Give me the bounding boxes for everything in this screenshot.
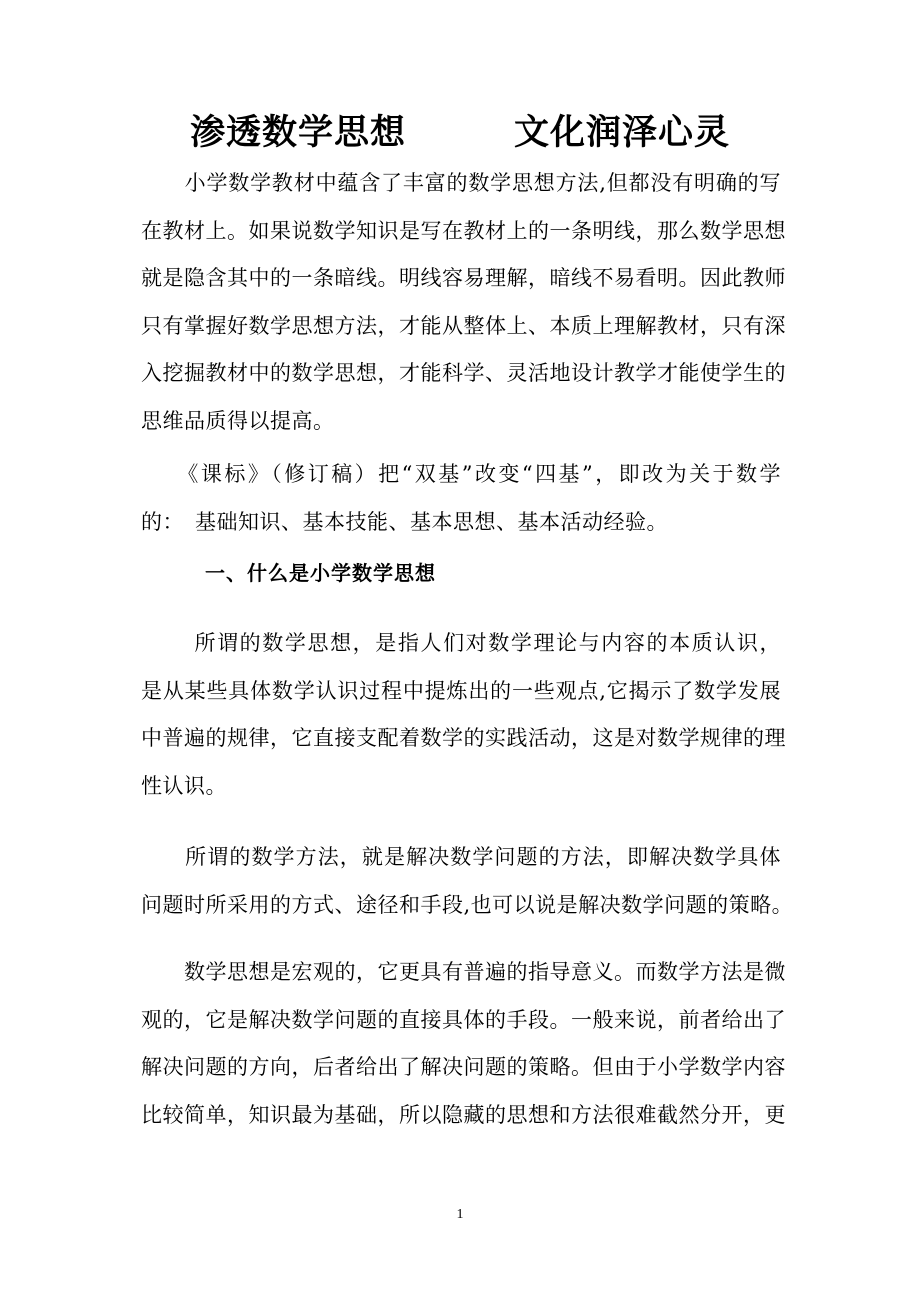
paragraph-line: 只有掌握好数学思想方法，才能从整体上、本质上理解教材，只有深 <box>141 313 786 338</box>
paragraph-intro <box>141 160 786 445</box>
paragraph-line: 是从某些具体数学认识过程中提炼出的一些观点,它揭示了数学发展 <box>141 678 781 703</box>
paragraph-macro-micro <box>141 949 786 1139</box>
paragraph-math-method <box>141 834 794 929</box>
paragraph-line: 解决问题的方向，后者给出了解决问题的策略。但由于小学数学内容 <box>141 1055 786 1079</box>
document-title: 渗透数学思想 文化润泽心灵 <box>189 112 730 153</box>
paragraph-line: 就是隐含其中的一条暗线。明线容易理解，暗线不易看明。因此教师 <box>141 266 786 290</box>
paragraph-line: 思维品质得以提高。 <box>141 408 335 433</box>
paragraph-line: 小学数学教材中蕴含了丰富的数学思想方法,但都没有明确的写 <box>141 171 781 195</box>
paragraph-line: 比较简单，知识最为基础，所以隐藏的思想和方法很难截然分开，更 <box>141 1102 786 1127</box>
paragraph-math-thought <box>141 620 786 810</box>
paragraph-line: 入挖掘教材中的数学思想，才能科学、灵活地设计教学才能使学生的 <box>141 361 786 385</box>
paragraph-line: 的： 基础知识、基本技能、基本思想、基本活动经验。 <box>141 509 668 534</box>
paragraph-line: 所谓的数学思想，是指人们对数学理论与内容的本质认识， <box>141 631 781 655</box>
paragraph-curriculum <box>141 451 781 546</box>
paragraph-line: 数学思想是宏观的，它更具有普遍的指导意义。而数学方法是微 <box>141 960 786 984</box>
paragraph-line: 中普遍的规律，它直接支配着数学的实践活动，这是对数学规律的理 <box>141 726 786 750</box>
section-heading: 一、什么是小学数学思想 <box>205 561 436 585</box>
paragraph-line: 观的，它是解决数学问题的直接具体的手段。一般来说，前者给出了 <box>141 1007 786 1032</box>
paragraph-line: 在教材上。如果说数学知识是写在教材上的一条明线，那么数学思想 <box>141 218 786 243</box>
paragraph-line: 《课标》（修订稿）把“双基”改变“四基”，即改为关于数学 <box>141 462 781 486</box>
page-number: 1 <box>456 1207 464 1222</box>
paragraph-line: 性认识。 <box>141 773 227 798</box>
paragraph-line: 所谓的数学方法，就是解决数学问题的方法，即解决数学具体 <box>141 845 781 869</box>
paragraph-line: 问题时所采用的方式、途径和手段,也可以说是解决数学问题的策略。 <box>141 892 794 917</box>
